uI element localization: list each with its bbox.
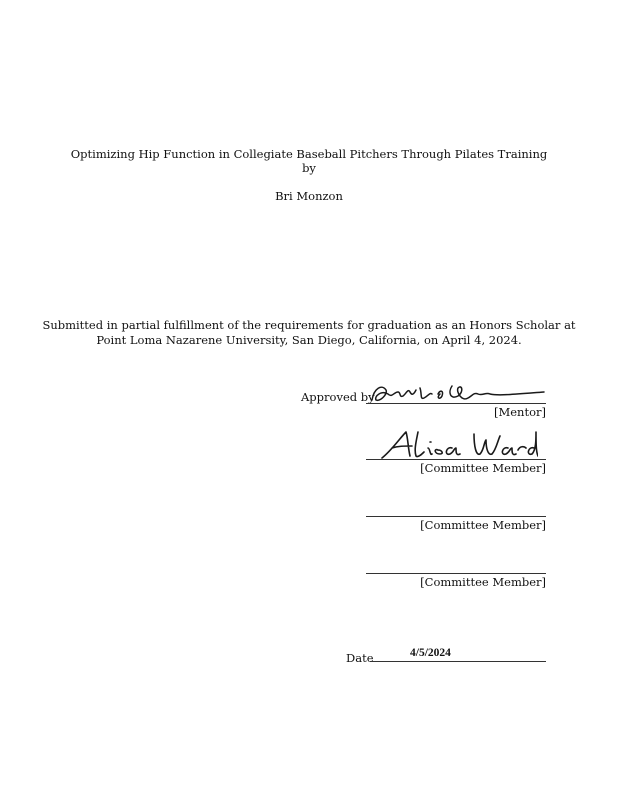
author-name: Bri Monzon (275, 189, 343, 203)
date-label: Date (346, 651, 374, 665)
approved-by-label: Approved by (301, 390, 375, 404)
submission-line-1: Submitted in partial fulfillment of the requirements for graduation as an Honors Scholar at (42, 318, 576, 332)
committee-1-signature (378, 428, 538, 462)
mentor-role: [Mentor] (493, 405, 546, 419)
submission-line-2: Point Loma Nazarene University, San Diego, California, on April 4, 2024. (96, 333, 522, 347)
mentor-signature-line (366, 403, 546, 404)
committee-3-signature-line (366, 573, 546, 574)
committee-2-signature-line (366, 516, 546, 517)
submission-statement (0, 318, 618, 348)
date-value: 4/5/2024 (410, 647, 451, 659)
date-line (370, 661, 546, 662)
committee-2-signature-row (366, 516, 546, 536)
committee-2-role: [Committee Member] (420, 518, 546, 532)
document-title: Optimizing Hip Function in Collegiate Baseball Pitchers Through Pilates Training (70, 147, 548, 161)
committee-1-signature-line (366, 459, 546, 460)
committee-3-role: [Committee Member] (420, 575, 546, 589)
mentor-signature-row (366, 403, 546, 423)
committee-3-signature-row (366, 573, 546, 593)
by-line: by (302, 161, 316, 175)
committee-1-role: [Committee Member] (420, 461, 546, 475)
committee-1-signature-row (366, 459, 546, 479)
